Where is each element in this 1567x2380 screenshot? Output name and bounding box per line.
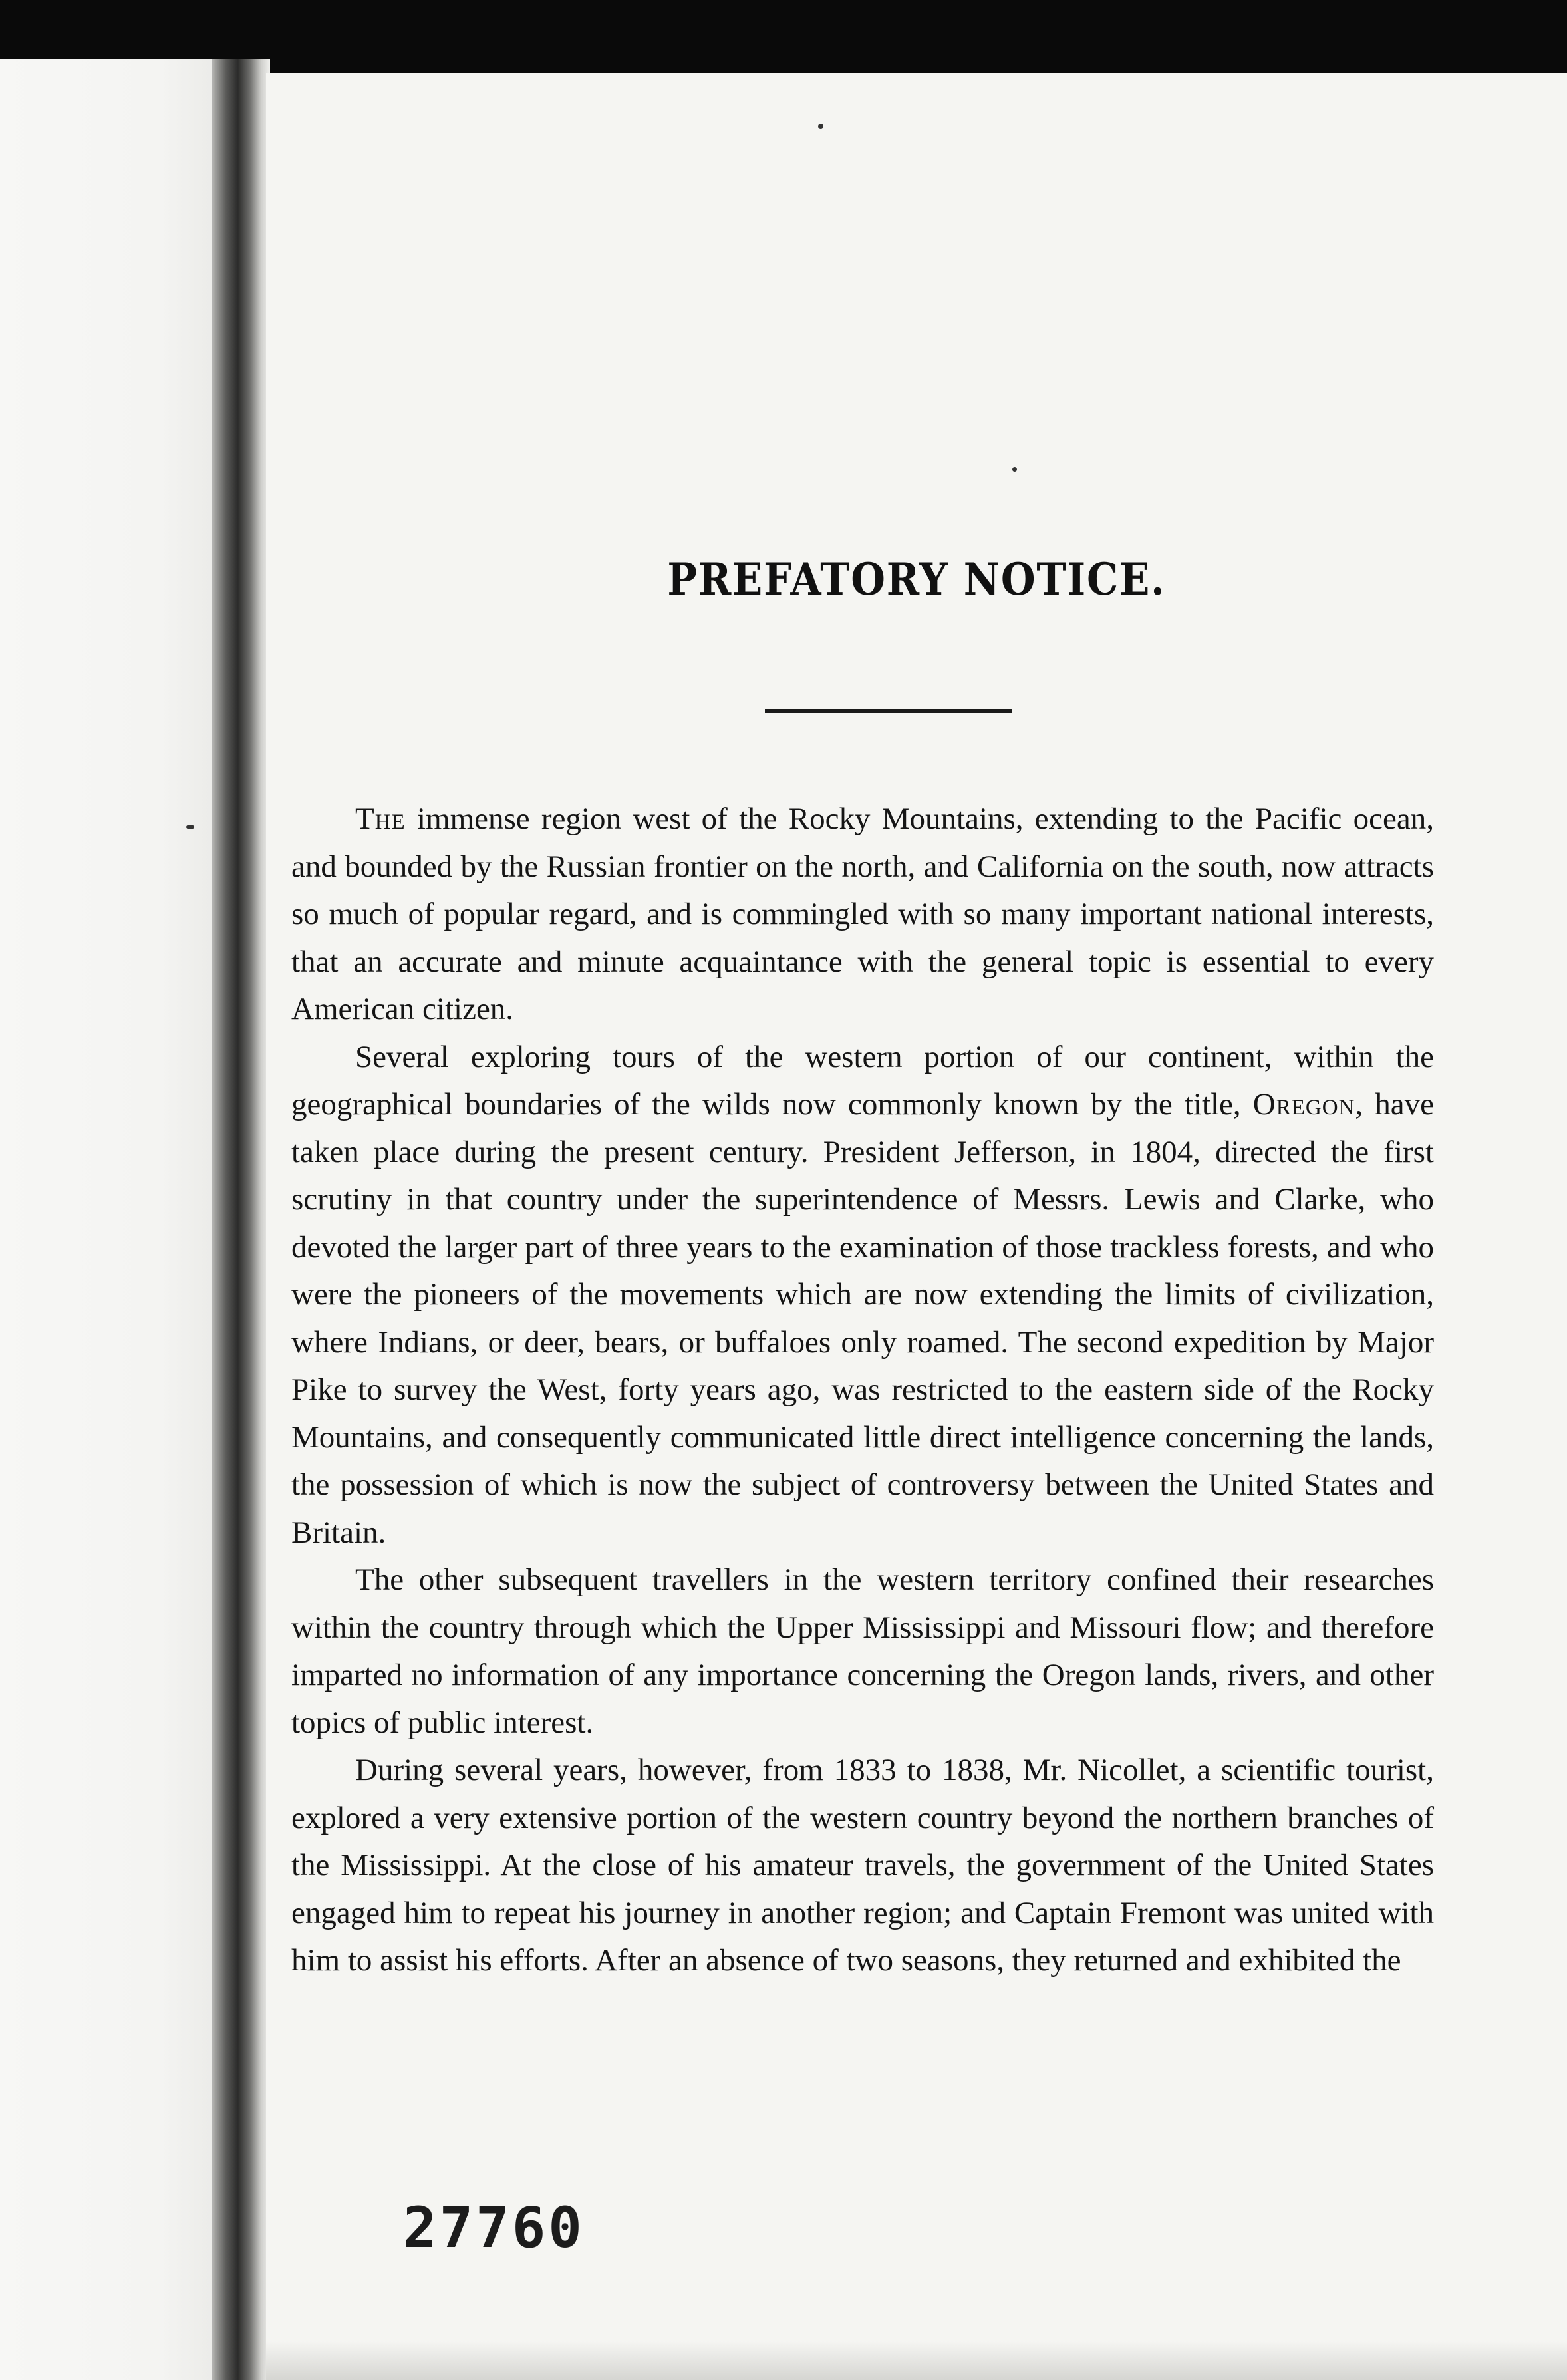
page-bottom-shadow	[266, 2341, 1567, 2380]
ink-speck	[186, 825, 194, 829]
paragraph-text: , have taken place during the present century. President Jefferson, in 1804, directed the first scrutiny in that country under the superintendence of Messrs. Lewis and Clarke, who devoted the larger part of three years to the examination of those trackless forests, and who were the pioneers of the movements which are now extending the limits of civilization, where Indians, or deer, bears, or buffaloes only roamed. The second expedition by Major Pike to survey the West, forty years ago, was restricted to the eastern side of the Rocky Mountains, and consequently communicated little direct intelligence concerning the lands, the possession of which is now the subject of controversy between the United States and Britain.	[291, 1087, 1434, 1550]
ink-speck	[818, 124, 823, 129]
page-title: PREFATORY NOTICE.	[667, 553, 1166, 605]
title-rule	[765, 709, 1012, 713]
paragraph-4	[291, 1747, 1434, 1985]
emphasis-word: Oregon	[1252, 1087, 1355, 1121]
paragraph-1	[291, 796, 1434, 1034]
lead-word: The	[355, 802, 406, 836]
paragraph-text: immense region west of the Rocky Mountains, extending to the Pacific ocean, and bounded by the Russian frontier on the north, and California on the south, now attracts so much of popular regard, and is commingled with so many important national interests, that an accurate and minute acquaintance with the general topic is essential to every American citizen.	[291, 802, 1434, 1026]
body-text	[291, 796, 1434, 1985]
book-gutter	[212, 59, 270, 2380]
paragraph-text: The other subsequent travellers in the western territory confined their researches within the country through which the Upper Mississippi and Missouri flow; and therefore imparted no information of any importance concerning the Oregon lands, rivers, and other topics of public interest.	[291, 1562, 1434, 1740]
paragraph-text: During several years, however, from 1833 to 1838, Mr. Nicollet, a scientific tourist, explored a very extensive portion of the western country beyond the northern branches of the Mississippi. At the close of his amateur travels, the government of the United States engaged him to repeat his journey in another region; and Captain Fremont was united with him to assist his efforts. After an absence of two seasons, they returned and exhibited the	[291, 1753, 1434, 1978]
facing-page-blank	[0, 59, 229, 2380]
catalog-number: 27760	[403, 2195, 585, 2260]
ink-speck	[1012, 467, 1017, 472]
paragraph-2	[291, 1034, 1434, 1557]
paragraph-3	[291, 1557, 1434, 1747]
paragraph-text: Several exploring tours of the western portion of our continent, within the geographical boundaries of the wilds now commonly known by the title,	[291, 1039, 1434, 1121]
